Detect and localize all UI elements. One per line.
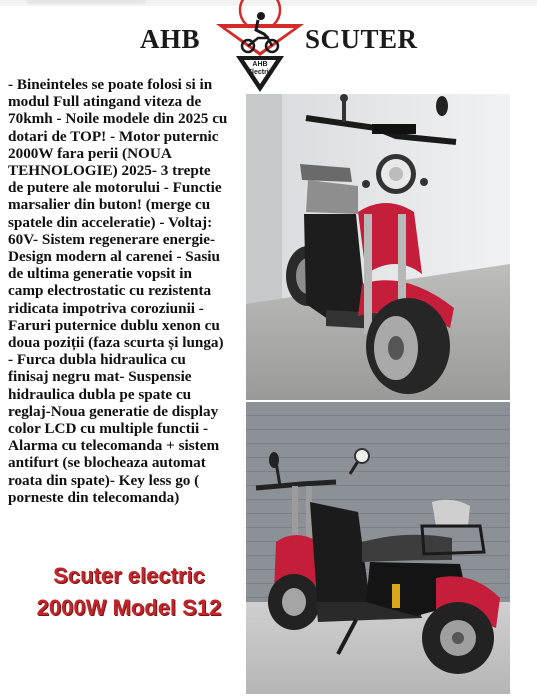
brand-name-right: SCUTER (305, 24, 418, 54)
top-pill (26, 0, 146, 4)
description-line: 2000W fara perii (NOUA (8, 144, 172, 162)
product-photo-side (246, 402, 510, 694)
description-line: roata din spate)- Key less go ( (8, 471, 200, 489)
description-line: Faruri puternice dublu xenon cu (8, 316, 220, 334)
description-line: dotari de TOP! - Motor puternic (8, 127, 219, 145)
description-line: antifurt (se blocheaza automat (8, 454, 206, 472)
description-line: TEHNOLOGIE) 2025- 3 trepte (8, 162, 211, 180)
product-title-line-2: 2000W Model S12 (36, 595, 222, 620)
product-description (8, 76, 244, 506)
description-line: ridicata impotriva coroziunii - (8, 299, 204, 317)
product-photo-front (246, 94, 510, 400)
description-line: finisaj negru mat- Suspensie (8, 368, 192, 386)
description-line: de ultima generatie vopsit in (8, 265, 192, 283)
description-line: color LCD cu multiple functii - (8, 420, 209, 438)
product-title-line-1: Scuter electric (53, 563, 205, 588)
description-line: 70kmh - Noile modele din 2025 cu (8, 110, 228, 128)
product-title (16, 560, 242, 624)
description-line: modul Full atingand viteza de (8, 93, 202, 111)
description-line: doua poziții (faza scurta și lunga) (8, 334, 224, 352)
description-line: porneste din telecomanda) (8, 488, 180, 506)
description-line: - Furca dubla hidraulica cu (8, 351, 186, 369)
description-line: 60V- Sistem regenerare energie- (8, 230, 216, 248)
description-line: reglaj-Noua generatie de display (8, 402, 219, 420)
description-line: camp electrostatic cu rezistenta (8, 282, 212, 300)
description-line: Design modern al carenei - Sasiu (8, 248, 220, 266)
description-line: - Bineinteles se poate folosi si in (8, 76, 213, 93)
logo-text-ahb: AHB (252, 61, 268, 68)
logo-text-electric: Electric (247, 69, 273, 76)
description-line: hidraulica dubla pe spate cu (8, 385, 192, 403)
description-line: Alarma cu telecomanda + sistem (8, 437, 220, 455)
brand-name-left: AHB (140, 24, 201, 54)
description-line: marsalier din buton! (merge cu (8, 196, 211, 214)
description-line: de putere ale motorului - Functie (8, 179, 222, 197)
description-line: spatele din acceleratie) - Voltaj: (8, 213, 213, 231)
